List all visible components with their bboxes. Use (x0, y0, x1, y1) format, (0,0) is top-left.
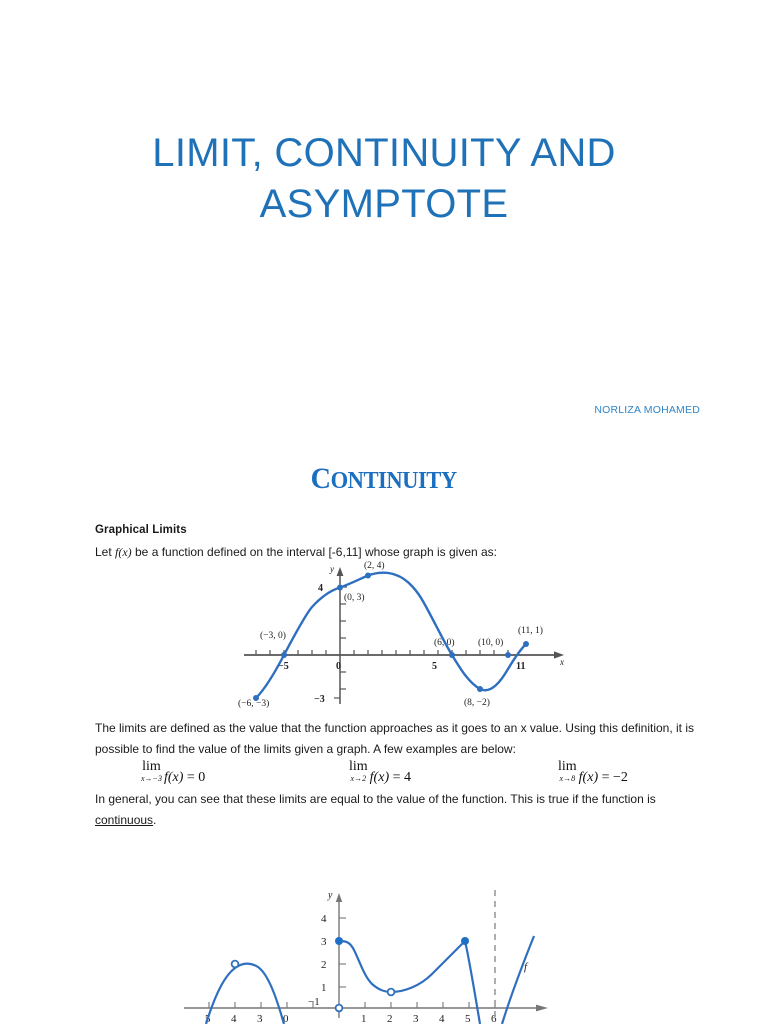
paragraph-intro-after: be a function defined on the interval [-6,11] whose graph is given as: (131, 545, 498, 559)
x-tick-label-0: 0 (336, 661, 341, 672)
x-tick-label2-f: 2 (387, 1013, 393, 1024)
graph-continuity-curve (238, 558, 572, 710)
data-point-0-3 (337, 585, 343, 591)
y-axis-label-2: y (328, 890, 333, 901)
paragraph-general (95, 789, 699, 830)
limit-operator-1 (141, 760, 162, 783)
page-title-line-2: ASYMPTOTE (259, 182, 509, 227)
data-point-2-4 (365, 573, 371, 579)
point-label-neg6-neg3: (−6, −3) (238, 699, 270, 709)
paragraph-general-before: In general, you can see that these limits are equal to the value of the function. This is true if the function is (95, 792, 656, 806)
section-heading (96, 462, 672, 496)
x-tick-label-11: 11 (516, 661, 526, 672)
open-point-origin (336, 1005, 343, 1012)
x-tick-label2-a: 5 (205, 1013, 211, 1024)
x-axis-ticks-2 (209, 1002, 495, 1008)
title-block (110, 128, 658, 230)
limit-function-3: f(x) (578, 770, 599, 785)
data-point-neg3-0 (281, 652, 287, 658)
curve-spike-down (465, 941, 480, 1024)
paragraph-general-underlined-term: continuous (95, 812, 154, 827)
x-tick-label2-g: 3 (413, 1013, 419, 1024)
limit-equation-2 (349, 760, 411, 786)
graph-discontinuities-svg (180, 878, 562, 1024)
open-point-2-1 (388, 989, 395, 996)
y-tick-label2-4: 4 (321, 913, 327, 925)
x-tick-label-neg5: −5 (278, 661, 289, 672)
y-axis-arrow (337, 567, 344, 576)
point-label-10-0: (10, 0) (478, 638, 504, 648)
point-label-0-3: (0, 3) (344, 593, 365, 603)
x-tick-label2-j: 6 (491, 1013, 497, 1024)
x-tick-label2-d: 0 (283, 1013, 289, 1024)
x-tick-label2-h: 4 (439, 1013, 445, 1024)
curve-right-branch (502, 936, 534, 1024)
point-label-2-4: (2, 4) (364, 561, 385, 571)
curve-left-hump (206, 964, 284, 1024)
subheading-graphical-limits: Graphical Limits (95, 524, 187, 536)
x-tick-label2-e: 1 (361, 1013, 367, 1024)
section-heading-initial: C (310, 462, 331, 495)
filled-point-0-3 (335, 937, 343, 945)
y-tick-label-4: 4 (318, 583, 323, 594)
author-name: NORLIZA MOHAMED (594, 404, 700, 416)
limit-op-text-1: lim (142, 759, 161, 774)
point-label-6-0: (6, 0) (434, 638, 455, 648)
data-point-8-neg2 (477, 686, 483, 692)
y-axis-arrow-2 (336, 893, 342, 902)
graph-continuity-curve-svg (238, 558, 572, 710)
point-label-11-1: (11, 1) (518, 626, 543, 636)
limit-equation-3 (558, 760, 628, 786)
limit-value-1: 0 (198, 770, 206, 785)
point-label-8-neg2: (8, −2) (464, 698, 490, 708)
limit-op-text-2: lim (349, 759, 368, 774)
point-label-neg3-0: (−3, 0) (260, 631, 286, 641)
y-tick-label-neg3: −3 (314, 694, 325, 705)
paragraph-general-after: . (153, 812, 157, 827)
curve-label-f: f (524, 961, 528, 973)
y-tick-label2-1: 1 (321, 982, 327, 994)
limit-equals-1: = (186, 770, 195, 785)
paragraph-intro-before: Let (95, 545, 116, 559)
x-tick-label2-c: 3 (257, 1013, 263, 1024)
limit-equals-3: = (601, 770, 610, 785)
page-title-line-1: LIMIT, CONTINUITY AND (152, 131, 616, 175)
function-curve (256, 573, 526, 698)
x-tick-label-5: 5 (432, 661, 437, 672)
paragraph-limits-definition: The limits are defined as the value that the function approaches as it goes to an x value. Using this definition, it is possible to find the value of the limits given a graph. A few examples are below: (95, 721, 695, 756)
y-axis-label: y (330, 564, 334, 574)
x-tick-labels-2 (205, 1013, 497, 1024)
curve-main-branch (339, 941, 465, 992)
limit-value-2: 4 (404, 770, 412, 785)
limit-function-2: f(x) (369, 770, 390, 785)
section-heading-rest: ONTINUITY (330, 468, 458, 494)
filled-point-5-3 (461, 937, 469, 945)
x-tick-label2-b: 4 (231, 1013, 237, 1024)
limit-value-3: −2 (613, 770, 628, 785)
data-point-6-0 (449, 652, 455, 658)
limit-op-text-3: lim (558, 759, 577, 774)
y-tick-label2-neg1: −1 (308, 996, 320, 1008)
data-point-10-0 (505, 652, 511, 658)
y-tick-label2-3: 3 (321, 936, 327, 948)
open-point-neg3-2 (232, 961, 239, 968)
x-axis-label: x (560, 657, 564, 667)
graph-discontinuities (180, 878, 562, 1024)
data-point-11-1 (523, 641, 529, 647)
x-tick-label2-i: 5 (465, 1013, 471, 1024)
limit-equations-row (95, 760, 699, 786)
limit-operator-2 (349, 760, 368, 783)
point-labels (238, 560, 543, 709)
section-heading-text (311, 462, 457, 496)
limit-operator-3 (558, 760, 577, 783)
limit-subscript-1: x→−3 (141, 774, 162, 783)
y-tick-labels-2 (308, 913, 327, 1008)
paragraph-intro-fx: f(x) (115, 545, 132, 559)
limit-equals-2: = (392, 770, 401, 785)
limit-equation-1 (141, 760, 205, 786)
limit-subscript-2: x→2 (350, 774, 367, 783)
y-axis-ticks-2 (339, 918, 346, 987)
x-axis-arrow-2 (536, 1005, 548, 1012)
page-title (110, 128, 658, 230)
y-tick-label2-2: 2 (321, 959, 327, 971)
limit-subscript-3: x→8 (559, 774, 576, 783)
limit-function-1: f(x) (163, 770, 184, 785)
